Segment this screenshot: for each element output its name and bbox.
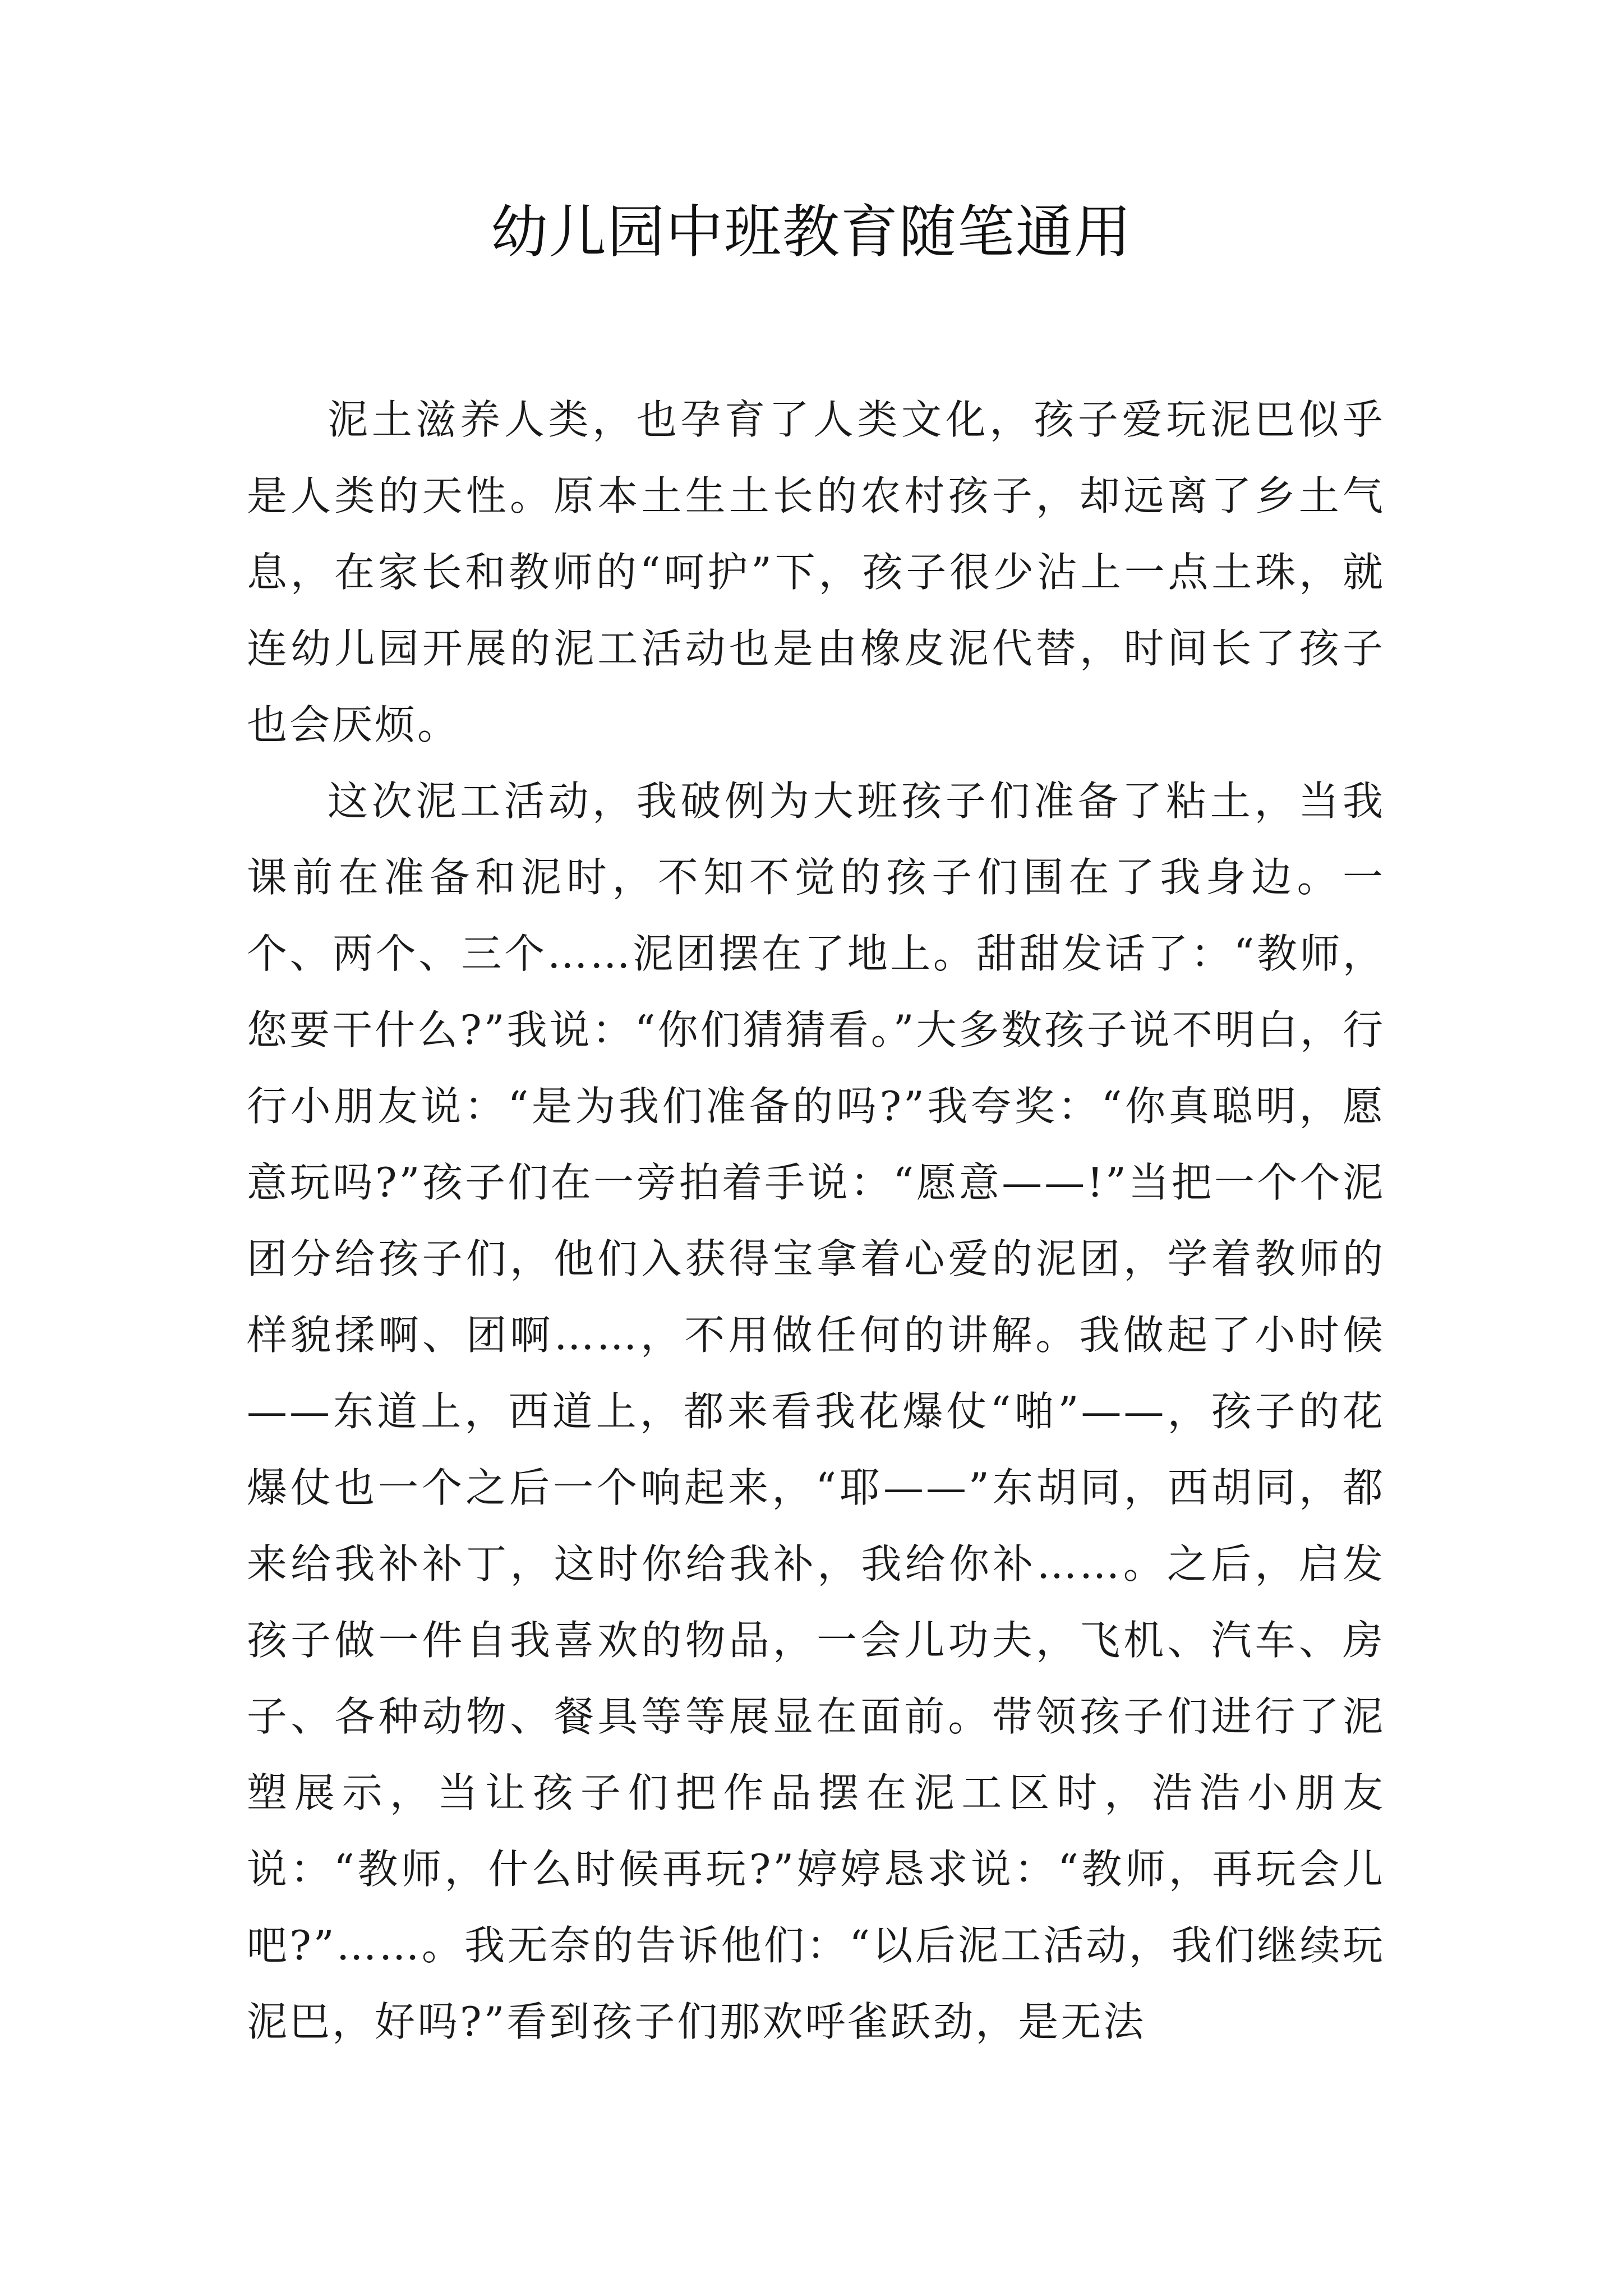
- document-title: 幼儿园中班教育随笔通用: [491, 199, 1132, 266]
- paragraph-2: 这次泥工活动，我破例为大班孩子们准备了粘土，当我课前在准备和泥时，不知不觉的孩子们围在了我身边。一个、两个、三个……泥团摆在了地上。甜甜发话了：“教师，您要干什么?”我说：“你们猜猜看。”大多数孩子说不明白，行行小朋友说：“是为我们准备的吗?”我夸奖：“你真聪明，愿意玩吗?”孩子们在一旁拍着手说：“愿意——!”当把一个个泥团分给孩子们，他们入获得宝拿着心爱的泥团，学着教师的样貌揉啊、团啊……，不用做任何的讲解。我做起了小时候——东道上，西道上，都来看我花爆仗“啪”——，孩子的花爆仗也一个之后一个响起来，“耶——”东胡同，西胡同，都来给我补补丁，这时你给我补，我给你补……。之后，启发孩子做一件自我喜欢的物品，一会儿功夫，飞机、汽车、房子、各种动物、餐具等等展显在面前。带领孩子们进行了泥塑展示，当让孩子们把作品摆在泥工区时，浩浩小朋友说：“教师，什么时候再玩?”婷婷恳求说：“教师，再玩会儿吧?”……。我无奈的告诉他们：“以后泥工活动，我们继续玩泥巴，好吗?”看到孩子们那欢呼雀跃劲，是无法: [247, 777, 1385, 2045]
- document-body: [247, 381, 1385, 2060]
- paragraph-1: 泥土滋养人类，也孕育了人类文化，孩子爱玩泥巴似乎是人类的天性。原本土生土长的农村孩子，却远离了乡土气息，在家长和教师的“呵护”下，孩子很少沾上一点土珠，就连幼儿园开展的泥工活动也是由橡皮泥代替，时间长了孩子也会厌烦。: [247, 396, 1385, 748]
